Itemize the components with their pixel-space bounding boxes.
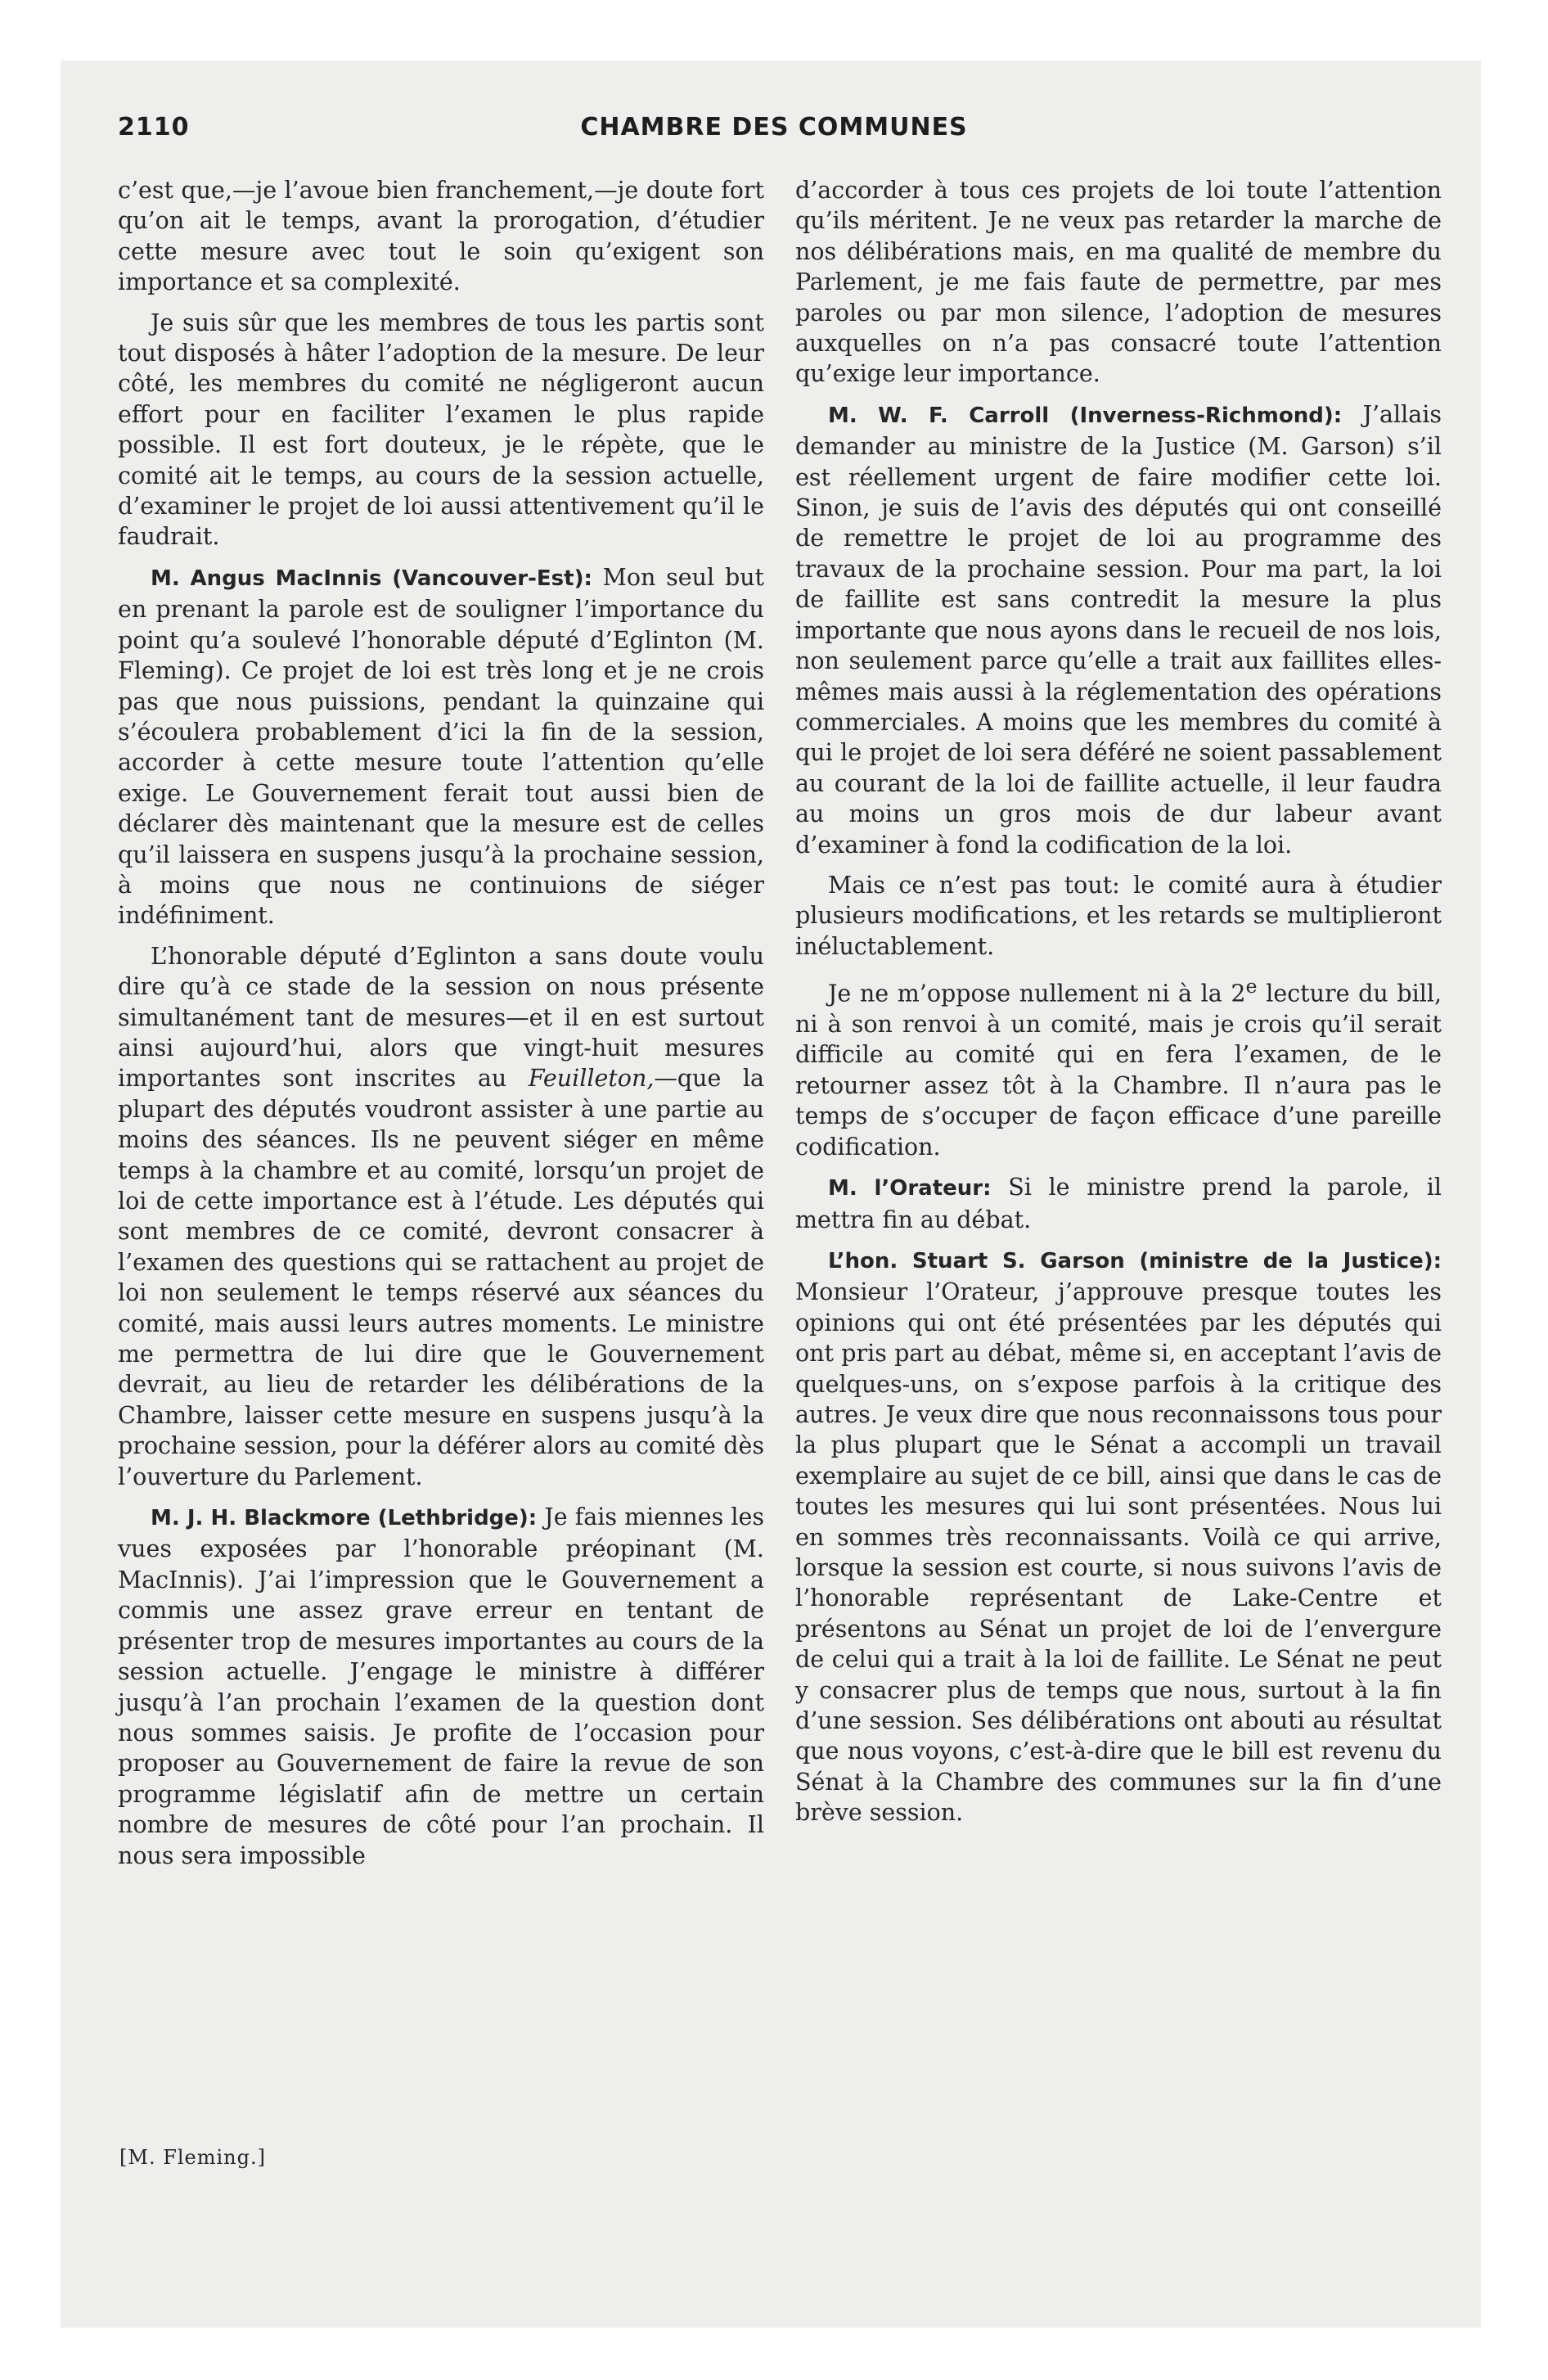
speech-text: Monsieur l’Orateur, j’approuve presque toutes les opinions qui ont été présentées par les députés qui ont pris part au débat, même si, en acceptant l’avis de quelques-uns, on s’expose parfois à la critique des autres. Je veux dire que nous reconnaissons tous pour la plus plupart que le Sénat a accompli un travail exemplaire au sujet de ce bill, ainsi que dans le cas de toutes les mesures qui lui sont présentées. Nous lui en sommes très reconnaissants. Voilà ce qui arrive, lorsque la session est courte, si nous suivons l’avis de l’honorable représentant de Lake-Centre et présentons au Sénat un projet de loi de l’envergure de celui qui a trait à la loi de faillite. Le Sénat ne peut y consacrer plus de temps que nous, surtout à la fin d’une session. Ses délibérations ont abouti au résultat que nous voyons, c’est-à-dire que le bill est revenu du Sénat à la Chambre des communes sur la fin d’une brève session.	[795, 1278, 1442, 1827]
speaker-name: M. Angus MacInnis (Vancouver-Est):	[151, 566, 592, 591]
speech-text: Si le ministre prend la parole, il mettra fin au débat.	[795, 1174, 1442, 1233]
speech-text: lecture du bill, ni à son renvoi à un comité, mais je crois qu’il serait difficile au comité qui en fera l’examen, de le retourner assez tôt à la Chambre. Il n’aura pas le temps de s’occuper de façon efficace d’une pareille codification.	[795, 980, 1442, 1161]
paragraph	[118, 562, 764, 931]
footer-speaker-tag: [M. Fleming.]	[119, 2146, 266, 2169]
paragraph	[118, 941, 764, 1492]
speech-text: —que la plupart des députés voudront assister à une partie au moins des séances. Ils ne peuvent siéger en même temps à la chambre et au comité, lorsqu’un projet de loi de cette importance est à l’étude. Les députés qui sont membres de ce comité, devront consacrer à l’examen des questions qui se rattachent au projet de loi non seulement le temps réservé aux séances du comité, mais aussi leurs autres moments. Le ministre me permettra de lui dire que le Gouvernement devrait, au lieu de retarder les délibérations de la Chambre, laisser cette mesure en suspens jusqu’à la prochaine session, pour la déférer alors au comité dès l’ouverture du Parlement.	[118, 1065, 764, 1490]
speech-text: Je ne m’oppose nullement ni à la 2	[828, 980, 1246, 1007]
paragraph	[795, 971, 1442, 1162]
speaker-name: M. l’Orateur:	[828, 1176, 992, 1201]
speaker-name: L’hon. Stuart S. Garson (ministre de la Justice):	[828, 1248, 1442, 1273]
speech-text: Mon seul but en prenant la parole est de souligner l’importance du point qu’a soulevé l’honorable député d’Eglinton (M. Fleming). Ce projet de loi est très long et je ne crois pas que nous puissions, pendant la quinzaine qui s’écoulera probablement d’ici la fin de la session, accorder à cette mesure toute l’attention qu’elle exige. Le Gouvernement ferait tout aussi bien de déclarer dès maintenant que la mesure est de celles qu’il laissera en suspens jusqu’à la prochaine session, à moins que nous ne continuions de siéger indéfiniment.	[118, 563, 764, 930]
left-column	[118, 175, 764, 1881]
superscript: e	[1245, 975, 1258, 998]
page-header	[118, 113, 1430, 152]
paragraph	[118, 1502, 764, 1871]
paragraph: Je suis sûr que les membres de tous les partis sont tout disposés à hâter l’adoption de la mesure. De leur côté, les membres du comité ne négligeront aucun effort pour en faciliter l’examen le plus rapide possible. Il est fort douteux, je le répète, que le comité ait le temps, au cours de la session actuelle, d’examiner le projet de loi aussi attentivement qu’il le faudrait.	[118, 309, 764, 551]
paragraph	[795, 1245, 1442, 1828]
speech-text: L’honorable député d’Eglinton a sans doute voulu dire qu’à ce stade de la session on nous présente simultanément tant de mesures—et il en est surtout ainsi aujourd’hui, alors que vingt-huit mesures importantes sont inscrites au	[118, 942, 764, 1093]
page-number: 2110	[118, 113, 190, 142]
speaker-name: M. W. F. Carroll (Inverness-Richmond):	[828, 403, 1343, 428]
paragraph	[795, 399, 1442, 860]
speech-text: Je fais miennes les vues exposées par l’honorable préopinant (M. MacInnis). J’ai l’impression que le Gouvernement a commis une assez grave erreur en tentant de présenter trop de mesures importantes au cours de la session actuelle. J’engage le ministre à différer jusqu’à l’an prochain l’examen de la question dont nous sommes saisis. Je profite de l’occasion pour proposer au Gouvernement de faire la revue de son programme législatif afin de mettre un certain nombre de mesures de côté pour l’an prochain. Il nous sera impossible	[118, 1503, 764, 1869]
paragraph: Mais ce n’est pas tout: le comité aura à étudier plusieurs modifications, et les retards se multiplieront inéluctablement.	[795, 871, 1442, 960]
paragraph: c’est que,—je l’avoue bien franchement,—je doute fort qu’on ait le temps, avant la prorogation, d’étudier cette mesure avec tout le soin qu’exigent son importance et sa complexité.	[118, 177, 764, 296]
right-column	[795, 175, 1442, 1838]
speaker-name: M. J. H. Blackmore (Lethbridge):	[151, 1506, 538, 1531]
running-title: CHAMBRE DES COMMUNES	[580, 113, 968, 142]
speech-text: J’allais demander au ministre de la Justice (M. Garson) s’il est réellement urgent de faire modifier cette loi. Sinon, je suis de l’avis des députés qui ont conseillé de remettre le projet de loi au programme des travaux de la prochaine session. Pour ma part, la loi de faillite est sans contredit la mesure la plus importante que nous ayons dans le recueil de nos lois, non seulement parce qu’elle a trait aux faillites elles-mêmes mais aussi à la réglementation des opérations commerciales. A moins que les membres du comité à qui le projet de loi sera déféré ne soient passablement au courant de la loi de faillite actuelle, il leur faudra au moins un gros mois de dur labeur avant d’examiner à fond la codification de la loi.	[795, 400, 1442, 859]
italic-text: Feuilleton,	[528, 1065, 655, 1093]
paragraph: d’accorder à tous ces projets de loi toute l’attention qu’ils méritent. Je ne veux pas retarder la marche de nos délibérations mais, en ma qualité de membre du Parlement, je me fais faute de permettre, par mes paroles ou par mon silence, l’adoption de mesures auxquelles on n’a pas consacré toute l’attention qu’exige leur importance.	[795, 177, 1442, 388]
paragraph	[795, 1172, 1442, 1235]
